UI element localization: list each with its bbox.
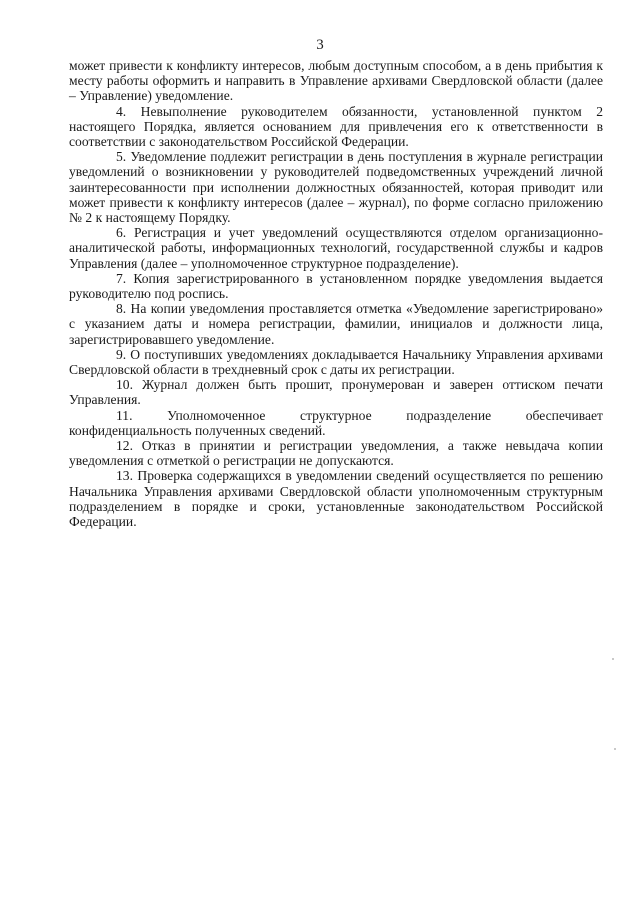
paragraph-12: 12. Отказ в принятии и регистрации уведомления, а также невыдача копии уведомления с отметкой о регистрации не допускаются.	[69, 438, 603, 469]
paragraph-4: 4. Невыполнение руководителем обязанности, установленной пунктом 2 настоящего Порядка, является основанием для привлечения его к ответственности в соответствии с законодательством Российской Федерации.	[69, 103, 603, 150]
paragraph-continuation: может привести к конфликту интересов, любым доступным способом, а в день прибытия к месту работы оформить и направить в Управление архивами Свердловской области (далее – Управление) уведомление.	[69, 58, 603, 104]
paragraph-10: 10. Журнал должен быть прошит, пронумерован и заверен оттиском печати Управления.	[69, 377, 603, 408]
scan-speck	[612, 658, 614, 660]
scan-speck	[614, 748, 616, 750]
paragraph-8: 8. На копии уведомления проставляется отметка «Уведомление зарегистрировано» с указанием даты и номера регистрации, фамилии, инициалов и должности лица, зарегистрировавшего уведомление.	[69, 301, 603, 347]
paragraph-7: 7. Копия зарегистрированного в установленном порядке уведомления выдается руководителю под роспись.	[69, 270, 603, 302]
paragraph-5: 5. Уведомление подлежит регистрации в день поступления в журнале регистрации уведомлений о возникновении у руководителей подведомственных учреждений личной заинтересованности при исполнении должностных обязанностей, которая приводит или может привести к конфликту интересов (далее – журнал), по форме согласно приложению № 2 к настоящему Порядку.	[69, 149, 603, 226]
paragraph-11: 11. Уполномоченное структурное подразделение обеспечивает конфиденциальность полученных сведений.	[69, 407, 603, 438]
paragraph-13: 13. Проверка содержащихся в уведомлении сведений осуществляется по решению Начальника Управления архивами Свердловской области уполномоченным структурным подразделением в порядке и сроки, установленные законодательством Российской Федерации.	[69, 468, 603, 530]
paragraph-6: 6. Регистрация и учет уведомлений осуществляются отделом организационно-аналитической работы, информационных технологий, государственной службы и кадров Управления (далее – уполномоченное структурное подразделение).	[69, 225, 603, 271]
document-body	[69, 58, 603, 529]
paragraph-9: 9. О поступивших уведомлениях докладывается Начальнику Управления архивами Свердловской области в трехдневный срок с даты их регистрации.	[69, 346, 603, 378]
page-number: 3	[316, 37, 324, 53]
